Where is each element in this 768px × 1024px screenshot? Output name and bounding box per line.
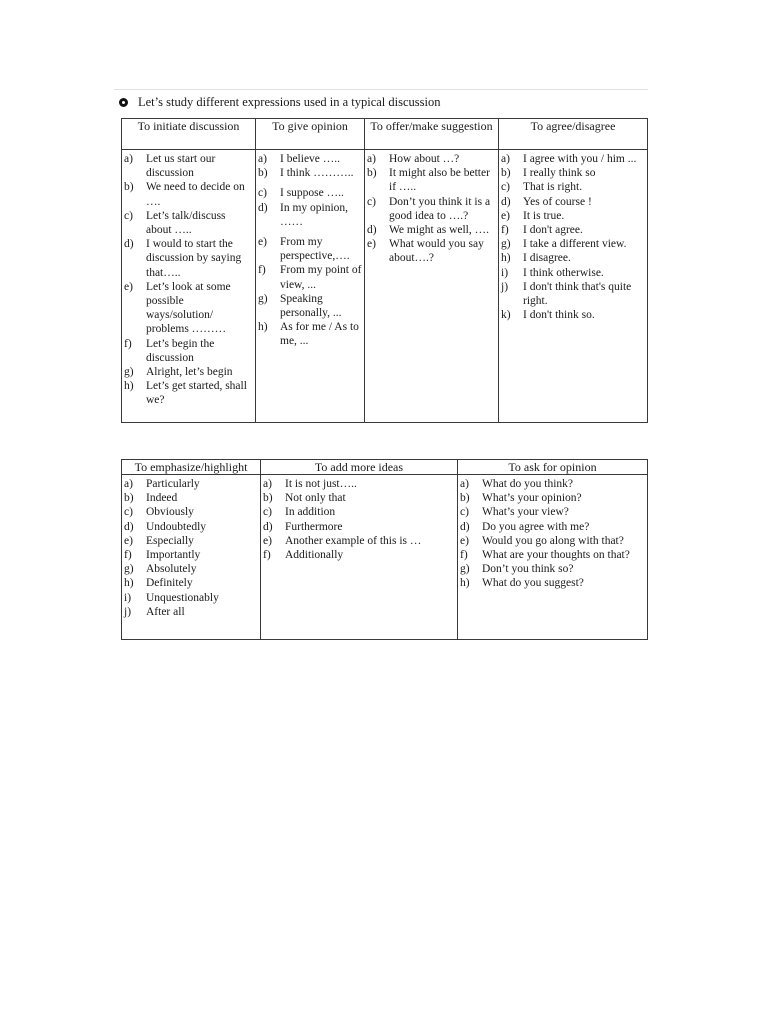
expressions-table-1 (121, 118, 648, 423)
item-marker: h) (124, 577, 134, 590)
list-item (367, 152, 496, 166)
table-cell (122, 150, 256, 423)
list-item (501, 280, 645, 308)
item-marker: c) (124, 209, 133, 222)
table-cell (256, 150, 365, 423)
table-header-row (122, 460, 648, 475)
list-item (263, 520, 455, 534)
item-text: Undoubtedly (146, 520, 207, 533)
item-marker: b) (258, 167, 268, 180)
list-item (124, 237, 253, 280)
item-text: Not only that (285, 492, 346, 505)
item-marker: c) (124, 506, 133, 519)
item-text: In addition (285, 506, 336, 519)
item-marker: b) (460, 492, 470, 505)
table-cell (458, 475, 648, 640)
item-text: It might also be better if ….. (389, 167, 490, 194)
item-marker: d) (258, 201, 268, 214)
list-item (460, 491, 645, 505)
item-text: Unquestionably (146, 591, 219, 604)
item-marker: j) (501, 280, 509, 293)
heading-text: Let’s study different expressions used in a typical discussion (138, 95, 441, 109)
item-text: What are your thoughts on that? (482, 549, 630, 562)
item-marker: b) (501, 167, 511, 180)
item-marker: a) (367, 153, 376, 165)
item-text: From my point of view, ... (280, 264, 362, 291)
list-item (258, 186, 362, 200)
item-text: We might as well, …. (389, 224, 490, 237)
table-row (122, 475, 648, 640)
list-item (501, 251, 645, 265)
column-header: To offer/make suggestion (365, 119, 499, 150)
item-text: Speaking personally, ... (280, 292, 342, 320)
item-text: Indeed (146, 492, 178, 505)
list-item (460, 534, 645, 548)
item-text: How about …? (389, 153, 460, 165)
list-item (124, 520, 258, 534)
item-marker: b) (367, 167, 377, 180)
list-item (124, 491, 258, 505)
list-item (263, 534, 455, 548)
section-heading (119, 94, 441, 110)
item-marker: g) (124, 563, 134, 576)
list-item (501, 266, 645, 280)
list-item (460, 477, 645, 491)
list-item (124, 505, 258, 519)
item-marker: f) (124, 337, 132, 350)
item-marker: h) (124, 380, 134, 393)
item-text: After all (146, 605, 185, 618)
item-text: Do you agree with me? (482, 520, 590, 533)
list-item (124, 280, 253, 337)
item-text: Additionally (285, 549, 344, 562)
table-header-row (122, 119, 648, 150)
item-marker: a) (263, 478, 272, 490)
expression-list (460, 477, 645, 591)
item-marker: d) (263, 520, 273, 533)
item-marker: e) (501, 209, 510, 222)
item-text: What do you suggest? (482, 577, 584, 590)
item-marker: h) (258, 321, 268, 334)
list-item (501, 223, 645, 237)
expression-list (258, 152, 362, 349)
expression-list (367, 152, 496, 266)
expression-list (263, 477, 455, 562)
list-item (258, 152, 362, 166)
item-text: What’s your view? (482, 506, 569, 519)
item-text: Another example of this is … (285, 534, 422, 547)
item-marker: a) (460, 478, 469, 490)
item-text: I take a different view. (523, 238, 627, 251)
item-text: I believe ….. (280, 153, 341, 165)
top-rule (114, 89, 648, 90)
list-item (501, 209, 645, 223)
item-marker: e) (124, 280, 133, 293)
item-marker: f) (263, 549, 271, 562)
item-marker: a) (258, 153, 267, 165)
table-cell (499, 150, 648, 423)
item-text: I agree with you / him ... (523, 153, 637, 165)
item-text: Don’t you think it is a good idea to ….? (389, 195, 491, 222)
list-item (258, 166, 362, 180)
list-item (124, 548, 258, 562)
column-header: To agree/disagree (499, 119, 648, 150)
list-item (263, 505, 455, 519)
item-text: It is true. (523, 209, 565, 222)
item-text: Importantly (146, 549, 201, 562)
item-text: Obviously (146, 506, 194, 519)
item-text: Especially (146, 534, 194, 547)
item-text: Absolutely (146, 563, 197, 576)
item-marker: i) (501, 266, 509, 279)
item-text: Alright, let’s begin (146, 366, 233, 379)
column-header: To emphasize/highlight (122, 460, 261, 475)
item-marker: e) (460, 534, 469, 547)
item-marker: a) (124, 153, 133, 165)
item-marker: b) (124, 492, 134, 505)
list-item (258, 263, 362, 291)
expression-list (124, 152, 253, 408)
list-item (124, 180, 253, 208)
table-cell (261, 475, 458, 640)
bullet-icon (119, 98, 128, 107)
item-text: From my perspective,…. (280, 236, 350, 263)
item-text: Definitely (146, 577, 193, 590)
item-text: What do you think? (482, 478, 574, 490)
item-text: I think otherwise. (523, 266, 604, 279)
list-item (258, 292, 362, 320)
item-marker: d) (460, 520, 470, 533)
item-text: As for me / As to me, ... (280, 321, 359, 348)
table-cell (365, 150, 499, 423)
list-item (460, 562, 645, 576)
column-header: To ask for opinion (458, 460, 648, 475)
item-marker: f) (258, 264, 266, 277)
list-item (501, 152, 645, 166)
item-text: I would to start the discussion by saying that….. (146, 238, 242, 279)
item-marker: c) (501, 181, 510, 194)
list-item (460, 520, 645, 534)
item-marker: e) (124, 534, 133, 547)
list-item (263, 548, 455, 562)
item-marker: g) (460, 563, 470, 576)
item-text: Let’s look at some possible ways/solution/ problems ……… (146, 280, 231, 336)
list-item (501, 180, 645, 194)
item-text: Furthermore (285, 520, 343, 533)
item-marker: d) (124, 238, 134, 251)
list-item (460, 505, 645, 519)
item-text: I don't think so. (523, 309, 595, 322)
item-marker: g) (124, 366, 134, 379)
list-item (367, 223, 496, 237)
item-marker: a) (124, 478, 133, 490)
list-item (124, 209, 253, 237)
item-marker: c) (367, 195, 376, 208)
list-item (501, 166, 645, 180)
list-item (124, 379, 253, 407)
list-item (367, 166, 496, 194)
list-item (263, 477, 455, 491)
item-marker: e) (263, 534, 272, 547)
column-header: To add more ideas (261, 460, 458, 475)
expression-list (501, 152, 645, 322)
item-marker: h) (460, 577, 470, 590)
item-marker: i) (124, 591, 132, 604)
item-marker: e) (367, 238, 376, 251)
item-text: I don't think that's quite right. (523, 280, 632, 308)
item-marker: b) (124, 181, 134, 194)
item-marker: d) (367, 224, 377, 237)
item-marker: c) (263, 506, 272, 519)
item-text: Let’s get started, shall we? (146, 380, 247, 407)
item-text: I suppose ….. (280, 187, 344, 200)
item-marker: h) (501, 252, 511, 265)
list-item (124, 576, 258, 590)
list-item (501, 195, 645, 209)
item-text: I don't agree. (523, 224, 583, 237)
list-item (367, 195, 496, 223)
item-marker: g) (501, 238, 511, 251)
list-item (124, 591, 258, 605)
list-item (258, 235, 362, 263)
list-item (501, 237, 645, 251)
list-item (124, 152, 253, 180)
list-item (124, 534, 258, 548)
item-text: Let’s begin the discussion (146, 337, 215, 364)
table-row (122, 150, 648, 423)
item-marker: c) (258, 187, 267, 200)
item-text: We need to decide on …. (146, 181, 245, 208)
item-text: It is not just….. (285, 478, 357, 490)
item-text: In my opinion, …… (280, 201, 349, 228)
item-text: What’s your opinion? (482, 492, 582, 505)
item-marker: k) (501, 309, 511, 322)
list-item (501, 308, 645, 322)
list-item (124, 477, 258, 491)
item-text: Let’s talk/discuss about ….. (146, 209, 226, 237)
item-marker: f) (460, 549, 468, 562)
item-marker: f) (501, 224, 509, 237)
column-header: To initiate discussion (122, 119, 256, 150)
item-text: That is right. (523, 181, 583, 194)
item-text: I think ……….. (280, 167, 354, 180)
item-text: I really think so (523, 167, 596, 180)
list-item (263, 491, 455, 505)
item-marker: j) (124, 605, 132, 618)
column-header: To give opinion (256, 119, 365, 150)
item-marker: c) (460, 506, 469, 519)
item-marker: d) (124, 520, 134, 533)
list-item (460, 548, 645, 562)
list-item (124, 365, 253, 379)
list-item (367, 237, 496, 265)
table-cell (122, 475, 261, 640)
item-marker: f) (124, 549, 132, 562)
list-item (258, 320, 362, 348)
list-item (124, 337, 253, 365)
item-text: Would you go along with that? (482, 534, 624, 547)
item-marker: d) (501, 195, 511, 208)
item-marker: g) (258, 292, 268, 305)
item-marker: e) (258, 236, 267, 249)
expressions-table-2 (121, 459, 648, 640)
expression-list (124, 477, 258, 619)
item-text: Let us start our discussion (146, 153, 216, 180)
item-text: Yes of course ! (523, 195, 592, 208)
list-item (124, 605, 258, 619)
item-marker: b) (263, 492, 273, 505)
item-text: Particularly (146, 478, 200, 490)
list-item (124, 562, 258, 576)
list-item (258, 201, 362, 229)
list-item (460, 576, 645, 590)
item-text: I disagree. (523, 252, 571, 265)
item-text: What would you say about….? (389, 238, 484, 265)
item-text: Don’t you think so? (482, 563, 574, 576)
item-marker: a) (501, 153, 510, 165)
